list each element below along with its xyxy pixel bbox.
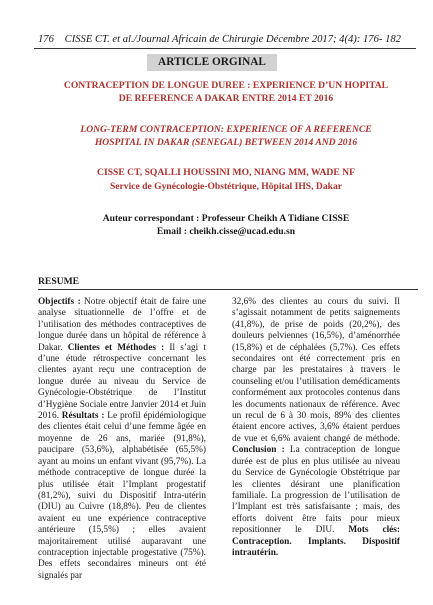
resultats-text-cont: 32,6% des clientes au cours du suivi. Il s’agissait notamment de petits saignements (41,8%), de prise de poids (20,2%), des douleurs pelviennes (16,5%), d’aménorrhée (15,8%) et de céphalées (5,7%). Ces effets secondaires ont été correctement pris en charge par les prestataires à travers le counseling et/ou l’utilisation demédicaments conformément aux protocoles contenus dans les documents nationaux de référence. Avec un recul de 6 à 30 mois, 89% des clientes étaient encore actives, 3,6% étaient perdues de vue et 6,6% avaient changé de méthode.	[232, 297, 400, 444]
corresponding-email: Email : cheikh.cisse@ucad.edu.sn	[156, 226, 296, 237]
section-label: ARTICLE ORGINAL	[147, 54, 277, 71]
abstract-heading: RESUME	[38, 276, 418, 290]
objectifs-text: Notre objectif était de faire une analyse situationnelle de l’offre et de l’utilisation des méthodes contraceptives de longue durée dans un hôpital de référence à Dakar.	[38, 297, 206, 353]
keywords: Mots clés: Contraception. Implants. Dispositif intrautérin.	[232, 525, 400, 558]
page-number: 176	[38, 34, 54, 45]
abstract-column-right	[232, 297, 400, 559]
conclusion-label: Conclusion :	[232, 445, 285, 456]
corresponding-author: Auteur correspondant : Professeur Cheikh A Tidiane CISSE	[102, 213, 350, 224]
article-title-fr: CONTRACEPTION DE LONGUE DUREE : EXPERIENCE D’UN HOPITAL DE REFERENCE A DAKAR ENTRE 2014 ET 2016	[63, 80, 389, 104]
methodes-text: Il s’agi t d’une étude rétrospective concernant les clientes ayant reçu une contraception de longue durée au niveau du Service de Gynécologie-Obstétrique de l’Institut d’Hygiène Sociale entre Janvier 2014 et Juin 2016.	[38, 342, 207, 422]
journal-citation: CISSE CT. et al./Journal Africain de Chirurgie Décembre 2017; 4(4): 176- 182	[64, 34, 401, 45]
abstract-column-left	[38, 297, 206, 582]
conclusion-text: La contraception de longue durée est de plus en plus utilisée au niveau du Service de Gynécologie Obstétrique par les clientes désirant une planification familiale. La progression de l’utilisation de l’Implant est très satisfaisante ; mais, des efforts doivent être faits pour mieux repositionner le DIU.	[232, 445, 400, 536]
resultats-text: Le profil épidémiologique des clientes était celui d’une femme âgée en moyenne de 26 ans, mariée (91,8%), paucipare (53,6%), alphabétisée (65,5%) ayant au moins un enfant vivant (95,7%). La méthode contraceptive de longue durée la plus utilisée était l’Implant progestatif (81,2%), suivi du Dispositif Intra-utérin (DIU) au Cuivre (18,8%). Peu de clientes avaient eu une expérience contraceptive antérieure (15,5%) ; elles avaient majoritairement utilisé auparavant une contraception injectable progestative (75%). Des effets secondaires mineurs ont été signalés par	[38, 411, 206, 581]
running-header	[38, 34, 418, 45]
header-rule	[34, 48, 416, 49]
affiliation: Service de Gynécologie-Obstétrique, Hôpital IHS, Dakar	[109, 181, 343, 192]
resultats-label: Résultats :	[61, 411, 105, 422]
correspondence-block	[60, 212, 392, 238]
article-title-en: LONG-TERM CONTRACEPTION: EXPERIENCE OF A REFERENCE HOSPITAL IN DAKAR (SENEGAL) BETWEEN 2014 AND 2016	[80, 124, 372, 148]
author-list: CISSE CT, SQALLI HOUSSINI MO, NIANG MM, WADE NF	[97, 167, 355, 178]
objectifs-label: Objectifs :	[38, 297, 81, 307]
methodes-label: Clientes et Méthodes :	[67, 342, 165, 353]
